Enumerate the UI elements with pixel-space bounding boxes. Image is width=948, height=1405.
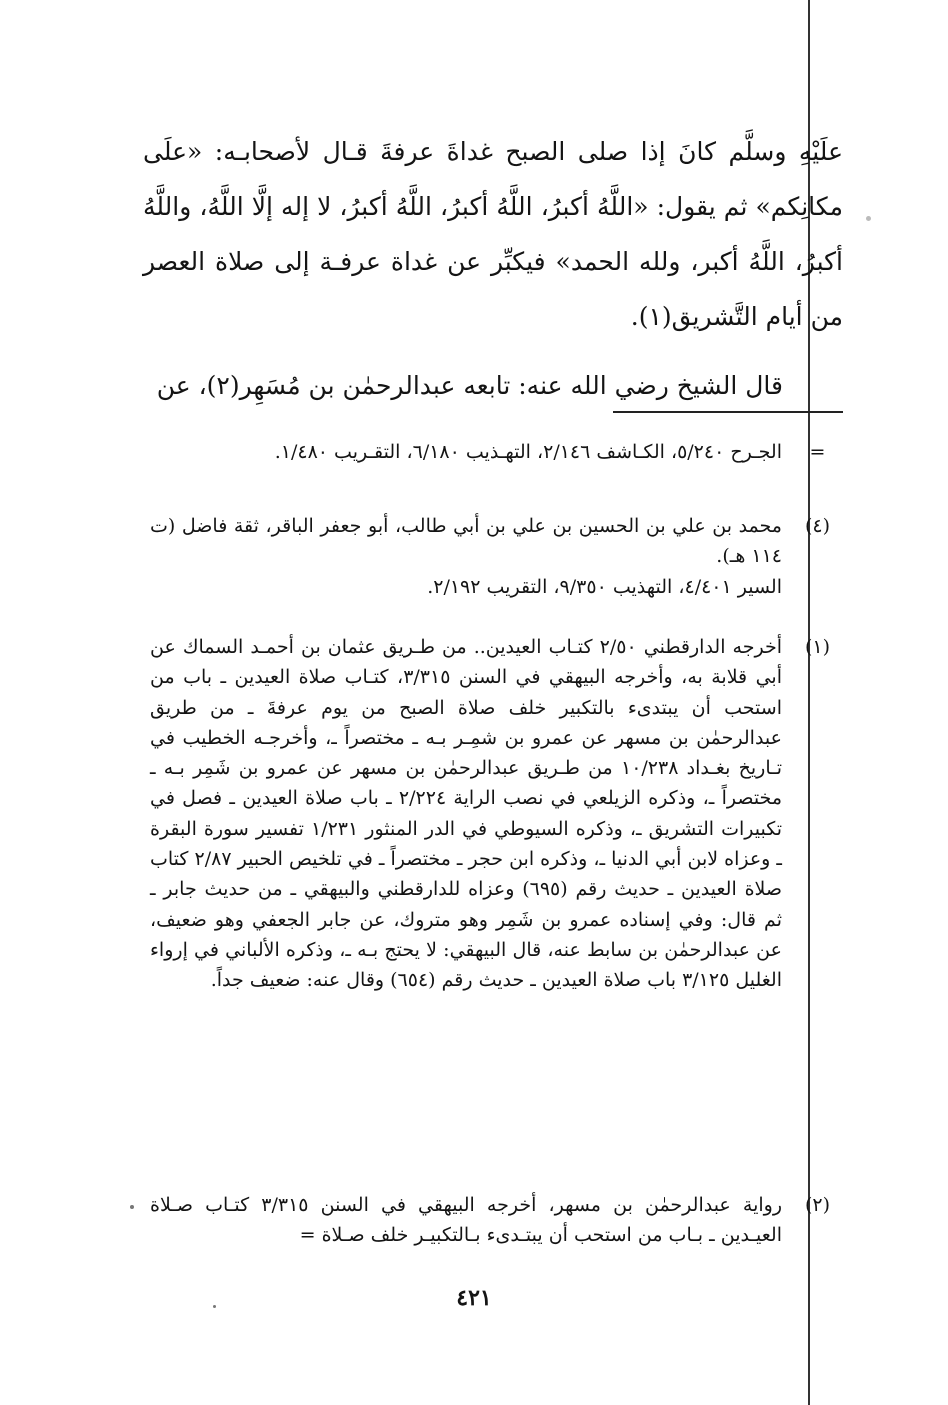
footnote-separator — [613, 411, 843, 413]
main-paragraph-1: علَيْهِ وسلَّم كانَ إذا صلى الصبح غداةَ عرفةَ قـال لأصحابـه: «علَى مكانِكم» ثم يقول: «اللَّهُ أكبرُ، اللَّهُ أكبرُ، اللَّهُ أكبرُ، لا إله إلَّا اللَّهُ، واللَّهُ أكبرُ، اللَّهُ أكبر، ولله الحمد» فيكبِّر عن غداة عرفـة إلى صلاة العصر من أيام التَّشريق(١). — [143, 137, 843, 331]
footnote-1 — [150, 632, 840, 996]
footnote-2 — [150, 1190, 840, 1251]
scan-speck — [866, 216, 871, 221]
footnote-continued — [150, 437, 840, 467]
footnote-marker: = — [809, 441, 826, 463]
footnote-text: محمد بن علي بن الحسين بن علي بن أبي طالب، أبو جعفر الباقر، ثقة فاضل (ت ١١٤ هـ). — [150, 515, 782, 568]
footnote-text: الجـرح ٥/٢٤٠، الكـاشف ٢/١٤٦، التهـذيب ٦/١٨٠، التقـريب ١/٤٨٠. — [274, 441, 782, 463]
scan-speck — [130, 1205, 134, 1209]
footnote-text: السير ٤/٤٠١، التهذيب ٩/٣٥٠، التقريب ٢/١٩٢. — [427, 575, 782, 598]
footnote-marker: (٢) — [804, 1194, 831, 1216]
footnote-marker: (١) — [804, 636, 831, 658]
main-text — [143, 124, 843, 413]
footnote-4 — [150, 511, 840, 602]
footnote-marker: (٤) — [804, 515, 831, 537]
scan-speck — [213, 1305, 216, 1308]
footnote-text: رواية عبدالرحمٰن بن مسهر، أخرجه البيهقي في السنن ٣/٣١٥ كتـاب صـلاة العيـدين ـ بـاب من استحب أن يبتـدىء بـالتكبيـر خلف صـلاة = — [150, 1194, 783, 1247]
footnote-text: أخرجه الدارقطني ٢/٥٠ كتـاب العيدين.. من طـريق عثمان بن أحمـد السماك عن أبي قلابة به، وأخرجه البيهقي في السنن ٣/٣١٥، كتـاب صلاة العيدين ـ باب من استحب أن يبتدىء بالتكبير خلف صلاة الصبح من يوم عرفةَ ـ من طريق عبدالرحمٰن بن مسهر عن عمرو بن شمِـر بـه ـ مختصراً ـ، وأخرجـه الخطيب في تـاريخ بغـداد ١٠/٢٣٨ من طـريق عبدالرحمٰن بن مسهر عن عمرو بن شَمِر بـه ـ مختصراً ـ، وذكره الزيلعي في نصب الراية ٢/٢٢٤ ـ باب صلاة العيدين ـ فصل في تكبيرات التشريق ـ، وذكره السيوطي في الدر المنثور ١/٢٣١ تفسير سورة البقرة ـ وعزاه لابن أبي الدنيا ـ، وذكره ابن حجر ـ مختصراً ـ في تلخيص الحبير ٢/٨٧ كتاب صلاة العيدين ـ حديث رقم (٦٩٥) وعزاه للدارقطني والبيهقي ـ من حديث جابر ـ ثم قال: وفي إسناده عمرو بن شَمِر وهو متروك، عن جابر الجعفي وهو ضعيف، عن عبدالرحمٰن بن سابط عنه، قال البيهقي: لا يحتج بـه ـ، وذكره الألباني في إرواء الغليل ٣/١٢٥ باب صلاة العيدين ـ حديث رقم (٦٥٤) وقال عنه: ضعيف جداً. — [150, 636, 783, 992]
page-number: ٤٢١ — [456, 1285, 492, 1311]
main-paragraph-2: قال الشيخ رضي الله عنه: تابعه عبدالرحمٰن بن مُسَهِر(٢)، عن — [156, 371, 783, 400]
